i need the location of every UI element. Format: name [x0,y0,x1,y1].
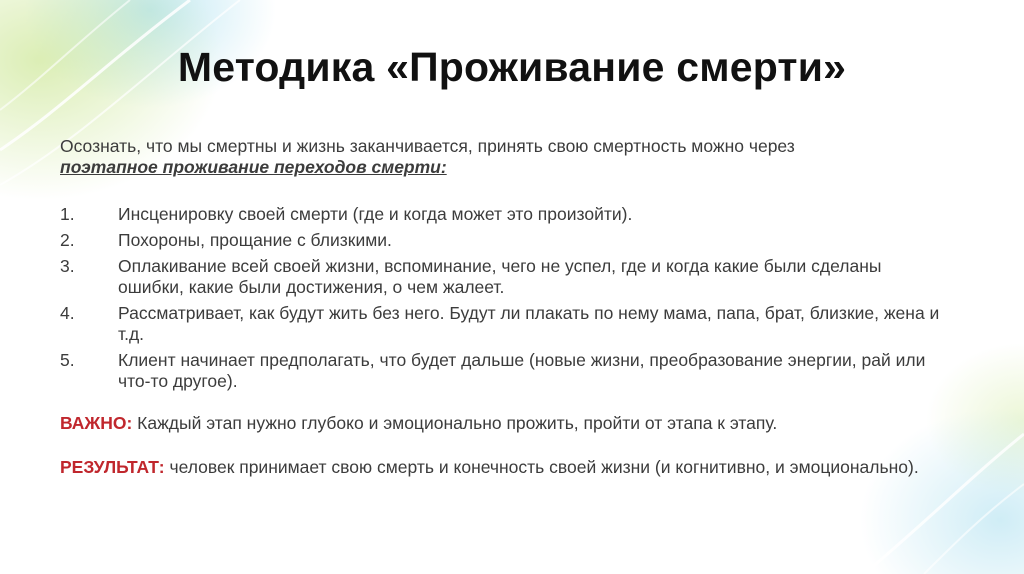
list-item-number: 5. [60,350,75,370]
result-note [60,457,980,478]
list-item-text: Похороны, прощание с близкими. [118,230,392,250]
slide-title: Методика «Проживание смерти» [177,44,847,90]
steps-list [60,204,980,392]
list-item [60,350,980,392]
slide-content [60,136,980,478]
important-text: Каждый этап нужно глубоко и эмоционально прожить, пройти от этапа к этапу. [132,413,778,433]
list-item [60,230,980,251]
list-item-text: Оплакивание всей своей жизни, вспоминание, чего не успел, где и когда какие были сделаны ошибки, какие были достижения, о чем жалеет. [118,256,882,297]
list-item-text: Рассматривает, как будут жить без него. Будут ли плакать по нему мама, папа, брат, близкие, жена и т.д. [118,303,940,344]
important-label: ВАЖНО: [60,413,133,433]
intro-paragraph [60,136,980,178]
list-item-text: Клиент начинает предполагать, что будет дальше (новые жизни, преобразование энергии, рай или что-то другое). [118,350,926,391]
list-item-text: Инсценировку своей смерти (где и когда может это произойти). [118,204,633,224]
result-label: РЕЗУЛЬТАТ: [60,457,165,477]
list-item-number: 4. [60,303,75,323]
list-item [60,256,980,298]
list-item [60,204,980,225]
list-item-number: 3. [60,256,75,276]
intro-text: Осознать, что мы смертны и жизнь заканчивается, принять свою смертность можно через [60,136,795,156]
list-item-number: 2. [60,230,75,250]
result-text: человек принимает свою смерть и конечность своей жизни (и когнитивно, и эмоционально). [164,457,919,477]
list-item [60,303,980,345]
important-note [60,413,980,434]
list-item-number: 1. [60,204,75,224]
intro-emphasis: поэтапное проживание переходов смерти: [60,157,447,177]
